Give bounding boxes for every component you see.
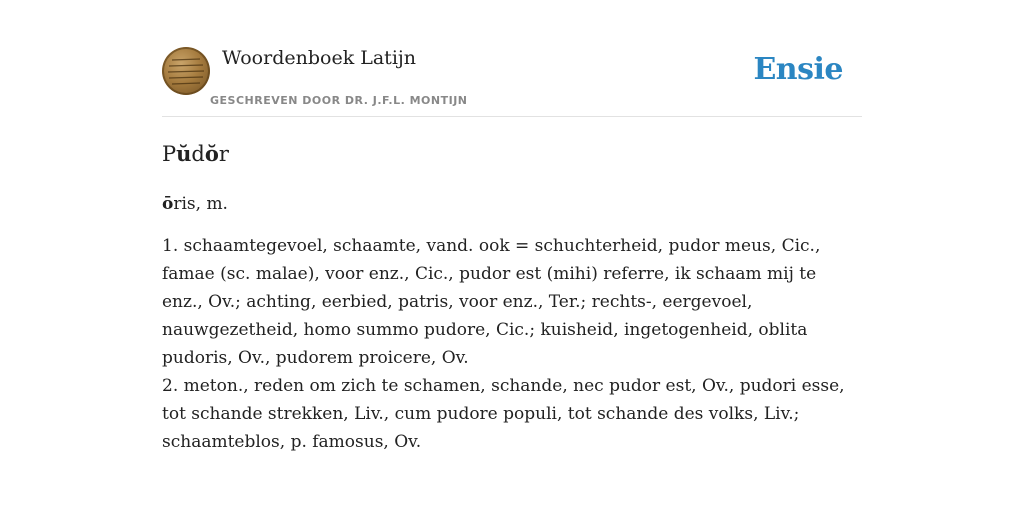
latin-inscription-coin-icon bbox=[162, 47, 210, 95]
entry-title: Pŭdŏr bbox=[162, 141, 229, 166]
ensie-logo[interactable]: Ensie bbox=[753, 52, 843, 87]
site-header bbox=[162, 44, 862, 117]
entry-content bbox=[162, 138, 862, 456]
definition-sense-1: 1. schaamtegevoel, schaamte, vand. ook = schuchterheid, pudor meus, Cic., famae (sc. malae), voor enz., Cic., pudor est (mihi) referre, ik schaam mij te enz., Ov.; achting, eerbied, patris, voor enz., Ter.; rechts-, eergevoel, nauwgezetheid, homo summo pudore, Cic.; kuisheid, ingetogenheid, oblita pudoris, Ov., pudorem proicere, Ov. bbox=[162, 236, 821, 368]
definition-sense-2: 2. meton., reden om zich te schamen, schande, nec pudor est, Ov., pudori esse, tot schande strekken, Liv., cum pudore populi, tot schande des volks, Liv.; schaamteblos, p. famosus, Ov. bbox=[162, 376, 845, 452]
grammar-info: ōris, m. bbox=[162, 194, 228, 214]
author-byline: GESCHREVEN DOOR DR. J.F.L. MONTIJN bbox=[210, 94, 468, 107]
dictionary-title[interactable]: Woordenboek Latijn bbox=[222, 47, 417, 69]
definition bbox=[162, 232, 862, 456]
